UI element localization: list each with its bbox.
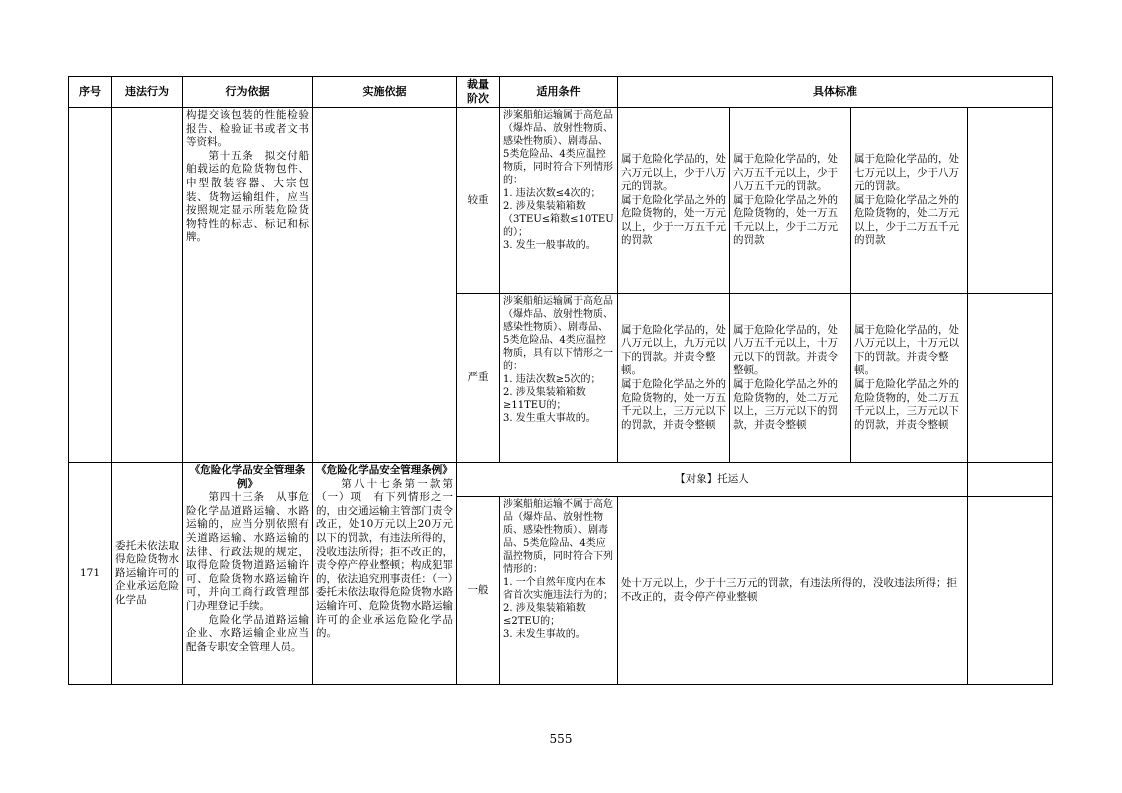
serial-number-171: 171 [69, 463, 112, 685]
condition-cell: 涉案船舶运输不属于高危品（爆炸品、放射性物质、感染性物质）、剧毒品、5类危险品、4类应温控物质，同时符合下列情形的： 1. 一个自然年度内在本省首次实施违法行为的； 2. 涉及集装箱箱数≤2TEU的； 3. 未发生事故的。 [500, 497, 618, 685]
header-row [69, 77, 1053, 108]
header-serial-number: 序号 [69, 77, 112, 108]
level-cell: 严重 [457, 294, 500, 463]
empty-standard-cell [968, 463, 1053, 497]
target-party-cell [457, 463, 968, 497]
header-discretion-level: 裁量 阶次 [457, 77, 500, 108]
header-specific-standards: 具体标准 [618, 77, 1053, 108]
header-applicable-conditions: 适用条件 [500, 77, 618, 108]
condition-cell: 涉案船舶运输属于高危品（爆炸品、放射性物质、感染性物质）、剧毒品、5类危险品、4类应温控物质，具有以下情形之一的： 1. 违法次数≥5次的； 2. 涉及集装箱箱数≥11TEU的； 3. 发生重大事故的。 [500, 294, 618, 463]
continued-serial-cell [69, 108, 112, 463]
level-cell: 较重 [457, 108, 500, 294]
legal-basis-text: 第四十三条 从事危险化学品道路运输、水路运输的，应当分别依照有关道路运输、水路运输的法律、行政法规的规定，取得危险货物道路运输许可、危险货物水路运输许可，并向工商行政管理部门办理登记手续。 危险化学品道路运输企业、水路运输企业应当配备专职安全管理人员。 [186, 491, 309, 653]
standard-cell: 属于危险化学品的，处六万元以上，少于八万元的罚款。 属于危险化学品之外的危险货物的，处一万元以上，少于一万五千元的罚款 [618, 108, 730, 294]
empty-standard-cell [968, 294, 1053, 463]
violation-description: 委托未依法取得危险货物水路运输许可的企业承运危险化学品 [112, 463, 183, 685]
legal-basis-title: 《危险化学品安全管理条例》 [189, 464, 306, 490]
implementation-basis-cell [313, 463, 457, 685]
standard-cell: 属于危险化学品的，处七万元以上，少于八万元的罚款。 属于危险化学品之外的危险货物的，处二万元以上，少于二万五千元的罚款 [851, 108, 968, 294]
header-implementation-basis: 实施依据 [313, 77, 457, 108]
standard-cell: 属于危险化学品的，处六万五千元以上，少于八万五千元的罚款。 属于危险化学品之外的危险货物的，处一万五千元以上，少于二万元的罚款 [730, 108, 851, 294]
continued-implementation-cell [313, 108, 457, 463]
target-party-label: 【对象】托运人 [675, 472, 749, 485]
empty-standard-cell [968, 108, 1053, 294]
condition-cell: 涉案船舶运输属于高危品（爆炸品、放射性物质、感染性物质）、剧毒品、5类危险品、4类应温控物质，同时符合下列情形的： 1. 违法次数≤4次的； 2. 涉及集装箱箱数（3TEU≤箱数≤10TEU的）； 3. 发生一般事故的。 [500, 108, 618, 294]
header-legal-basis: 行为依据 [183, 77, 313, 108]
implementation-basis-title: 《危险化学品安全管理条例》 [316, 464, 453, 476]
header-violation: 违法行为 [112, 77, 183, 108]
empty-standard-cell [968, 497, 1053, 685]
table-row-171-target [69, 463, 1053, 497]
standard-cell: 属于危险化学品的，处八万元以上，十万元以下的罚款。并责令整顿。 属于危险化学品之外的危险货物的，处二万五千元以上，三万元以下的罚款，并责令整顿 [851, 294, 968, 463]
legal-basis-cell [183, 463, 313, 685]
continued-legal-basis: 构提交该包装的性能检验报告、检验证书或者文书等资料。 第十五条 拟交付船舶载运的危险货物包件、中型散装容器、大宗包装、货物运输组件，应当按照规定显示所装危险货物特性的标志、标记和标牌。 [183, 108, 313, 463]
level-cell: 一般 [457, 497, 500, 685]
standard-cell: 属于危险化学品的，处八万五千元以上，十万元以下的罚款。并责令整顿。 属于危险化学品之外的危险货物的，处二万元以上，三万元以下的罚款，并责令整顿 [730, 294, 851, 463]
page-number: 555 [549, 732, 573, 746]
penalty-standards-table [68, 76, 1053, 685]
standard-cell: 属于危险化学品的，处八万元以上，九万元以下的罚款。并责令整顿。 属于危险化学品之外的危险货物的，处一万五千元以上，三万元以下的罚款，并责令整顿 [618, 294, 730, 463]
implementation-basis-text: 第八十七条第一款第（一）项 有下列情形之一的，由交通运输主管部门责令改正，处10万元以上20万元以下的罚款，有违法所得的，没收违法所得；拒不改正的，责令停产停业整顿；构成犯罪的，依法追究刑事责任：（一）委托未依法取得危险货物水路运输许可、危险货物水路运输许可的企业承运危险化学品的。 [316, 477, 453, 640]
standard-cell-merged: 处十万元以上，少于十三万元的罚款，有违法所得的，没收违法所得；拒不改正的，责令停产停业整顿 [618, 497, 968, 685]
table-row-serious [69, 108, 1053, 294]
continued-violation-cell [112, 108, 183, 463]
